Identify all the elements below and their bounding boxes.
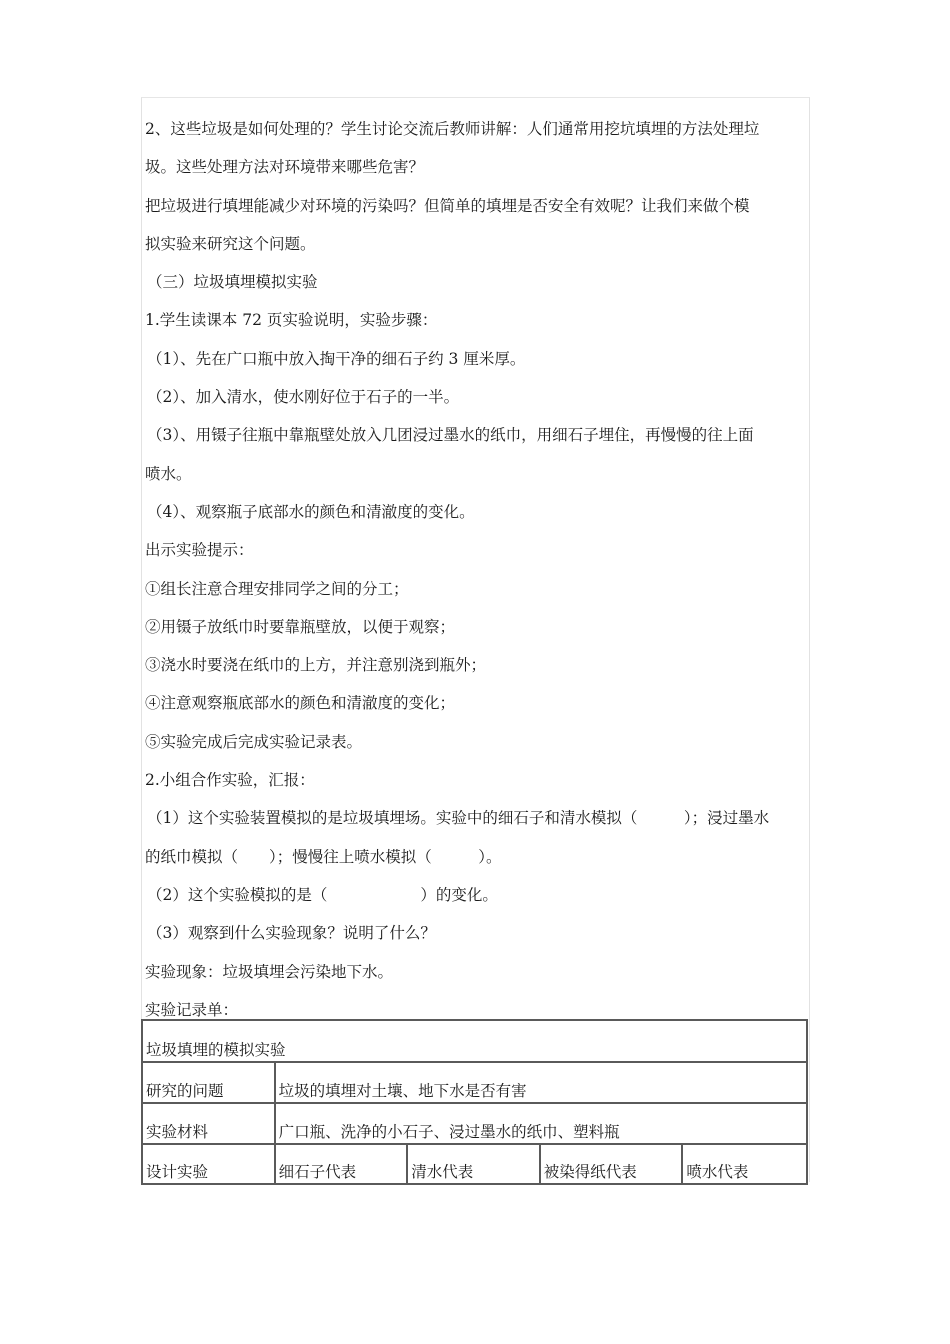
question-item-continued: 的纸巾模拟（ ）；慢慢往上喷水模拟（ ）。 (145, 847, 502, 866)
section-heading: （三）垃圾填埋模拟实验 (147, 273, 318, 292)
tip-item: ①组长注意合理安排同学之间的分工； (145, 579, 409, 598)
step-item: （3）、用镊子往瓶中靠瓶壁处放入几团浸过墨水的纸巾，用细石子埋住，再慢慢的往上面 (147, 426, 754, 445)
tip-item: ③浇水时要浇在纸巾的上方，并注意别浇到瓶外； (145, 656, 487, 675)
paragraph-line: 2、这些垃圾是如何处理的？学生讨论交流后教师讲解：人们通常用挖坑填埋的方法处理垃 (145, 120, 760, 138)
paragraph-line: 出示实验提示： (145, 541, 254, 560)
tip-item: ⑤实验完成后完成实验记录表。 (145, 732, 363, 751)
question-label: 研究的问题 (142, 1062, 275, 1103)
question-item: （1）这个实验装置模拟的是垃圾填埋场。实验中的细石子和清水模拟（ ）；浸过墨水 (147, 809, 770, 828)
table-title: 垃圾填埋的模拟实验 (142, 1020, 807, 1062)
materials-value: 广口瓶、洗净的小石子、浸过墨水的纸巾、塑料瓶 (275, 1103, 807, 1144)
document-body (145, 110, 812, 1029)
paragraph-line: 实验记录单： (145, 1000, 239, 1019)
experiment-record-table (141, 1019, 808, 1185)
tip-item: ④注意观察瓶底部水的颜色和清澈度的变化； (145, 694, 456, 713)
question-item: （2）这个实验模拟的是（ ）的变化。 (147, 885, 498, 904)
paragraph-line: 1.学生读课本 72 页实验说明，实验步骤： (145, 311, 438, 330)
question-value: 垃圾的填埋对土壤、地下水是否有害 (275, 1062, 807, 1103)
tip-item: ②用镊子放纸巾时要靠瓶壁放，以便于观察； (145, 617, 456, 636)
paragraph-line: 把垃圾进行填埋能减少对环境的污染吗？但简单的填埋是否安全有效呢？让我们来做个模 (145, 196, 750, 215)
design-cell: 细石子代表 (275, 1144, 408, 1184)
step-item: （1）、先在广口瓶中放入掏干净的细石子约 3 厘米厚。 (147, 349, 526, 368)
paragraph-line: 圾。这些处理方法对环境带来哪些危害？ (145, 158, 425, 177)
paragraph-line: 拟实验来研究这个问题。 (145, 234, 316, 253)
question-item: （3）观察到什么实验现象？说明了什么？ (147, 924, 436, 943)
table-row (142, 1103, 807, 1144)
step-item: （2）、加入清水，使水刚好位于石子的一半。 (147, 388, 460, 407)
table-row (142, 1062, 807, 1103)
step-item: （4）、观察瓶子底部水的颜色和清澈度的变化。 (147, 502, 475, 521)
design-cell: 喷水代表 (682, 1144, 807, 1184)
design-cell: 被染得纸代表 (540, 1144, 683, 1184)
paragraph-line: 实验现象：垃圾填埋会污染地下水。 (145, 962, 394, 981)
step-item-continued: 喷水。 (145, 464, 192, 483)
paragraph-line: 2.小组合作实验，汇报： (145, 771, 315, 790)
table-title-row (142, 1020, 807, 1062)
materials-label: 实验材料 (142, 1103, 275, 1144)
design-cell: 清水代表 (407, 1144, 540, 1184)
design-label: 设计实验 (142, 1144, 275, 1184)
table-row (142, 1144, 807, 1184)
